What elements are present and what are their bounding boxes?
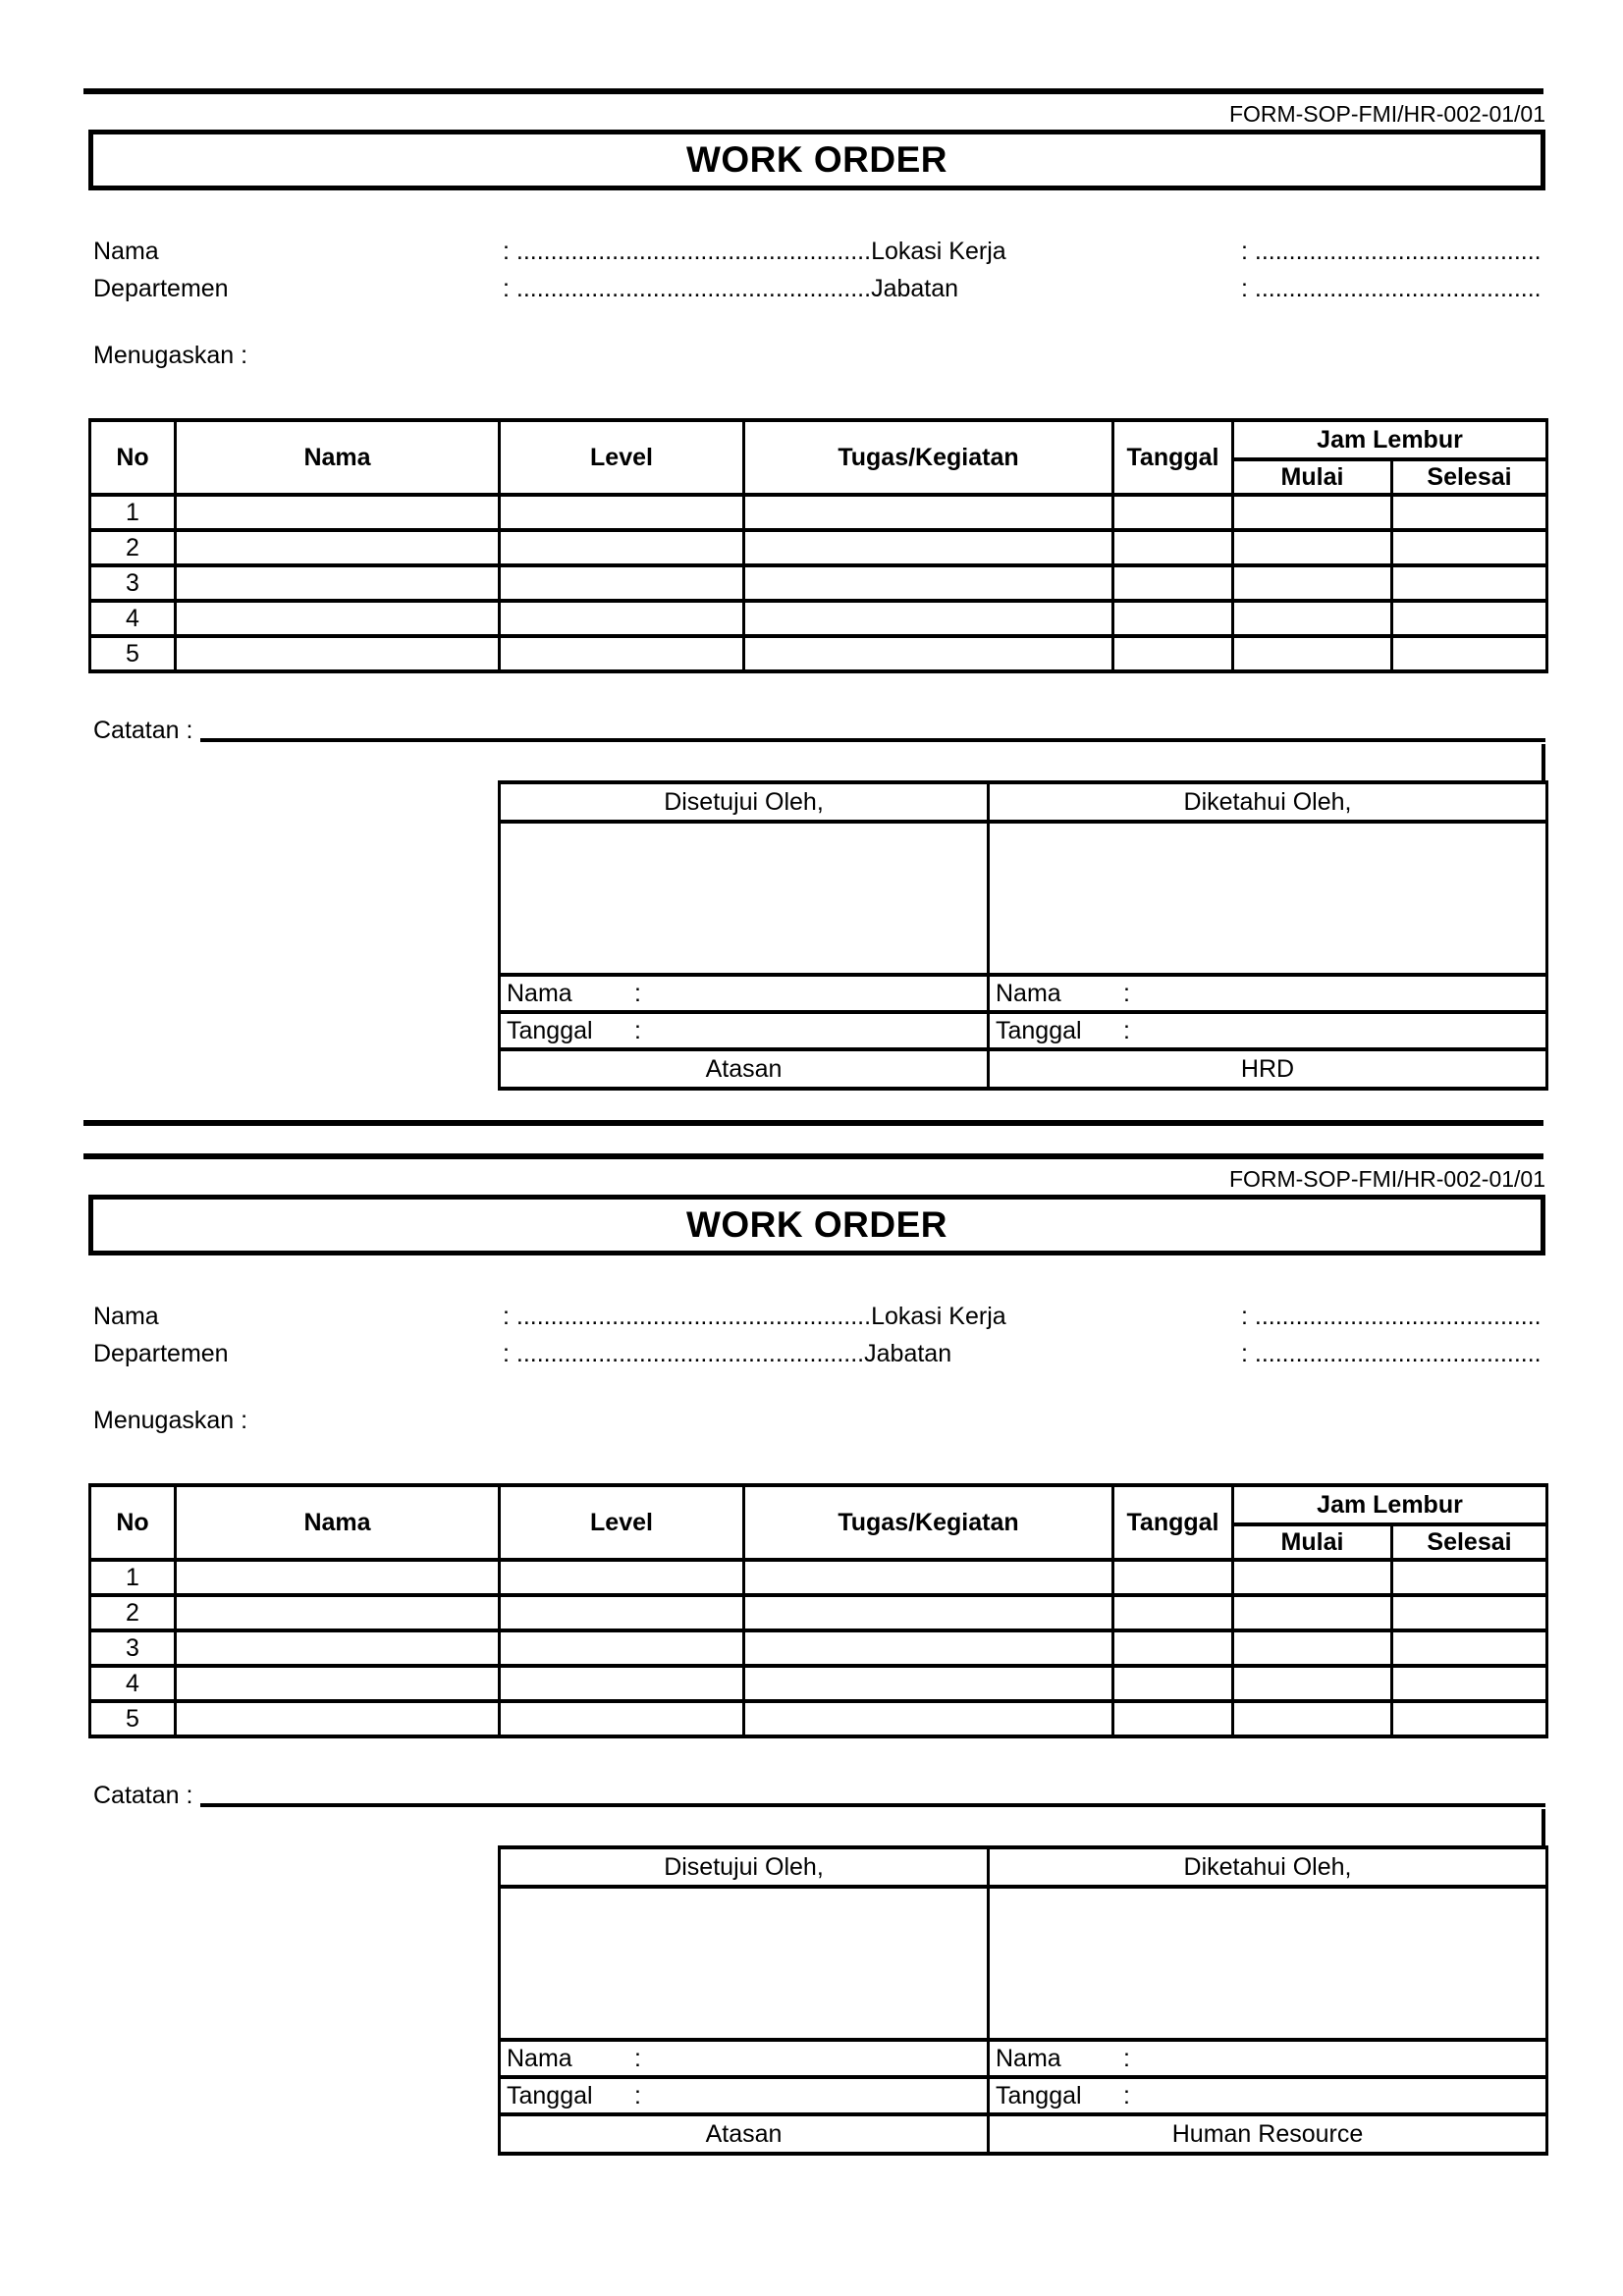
col-header-nama: Nama	[176, 1485, 500, 1560]
name-label: Nama	[507, 2044, 572, 2072]
lokasi-kerja-dotted-blank: : ..........................................	[1241, 238, 1542, 265]
col-header-mulai: Mulai	[1233, 459, 1392, 495]
table-row	[90, 636, 1547, 671]
signature-table-body	[500, 1847, 1547, 2154]
empty-cell	[1113, 1560, 1233, 1595]
departemen-blank-and-jabatan-label	[503, 275, 1241, 302]
assignment-table-header	[90, 420, 1547, 495]
signature-space-right	[989, 1887, 1547, 2040]
empty-cell	[500, 495, 744, 530]
signature-date-row	[500, 2077, 1547, 2114]
table-row	[90, 601, 1547, 636]
empty-cell	[1113, 530, 1233, 565]
row-number-cell: 1	[90, 495, 176, 530]
name-cell-left	[500, 975, 989, 1012]
empty-cell	[744, 601, 1113, 636]
tanggal-colon: :	[1123, 1016, 1130, 1044]
jabatan-label: Jabatan	[864, 1340, 952, 1367]
empty-cell	[500, 1666, 744, 1701]
signature-space-left	[500, 1887, 989, 2040]
date-cell-left	[500, 1012, 989, 1049]
menugaskan-label: Menugaskan :	[93, 1407, 248, 1434]
hrd-footer: HRD	[989, 1049, 1547, 1089]
field-row-nama	[93, 1303, 1545, 1330]
empty-cell	[1233, 1701, 1392, 1736]
field-row-departemen	[93, 275, 1545, 302]
empty-cell	[1392, 1701, 1547, 1736]
row-number-cell: 4	[90, 601, 176, 636]
col-header-tugas-kegiatan: Tugas/Kegiatan	[744, 420, 1113, 495]
row-number-cell: 2	[90, 530, 176, 565]
empty-cell	[744, 1630, 1113, 1666]
lokasi-kerja-label: Lokasi Kerja	[871, 238, 1006, 265]
col-header-mulai: Mulai	[1233, 1524, 1392, 1560]
atasan-footer: Atasan	[500, 2114, 989, 2154]
signature-name-row	[500, 2040, 1547, 2077]
empty-cell	[1392, 601, 1547, 636]
empty-cell	[1233, 601, 1392, 636]
atasan-footer: Atasan	[500, 1049, 989, 1089]
header-fields	[93, 238, 1545, 302]
empty-cell	[1392, 495, 1547, 530]
catatan-blank-line	[200, 1782, 1545, 1807]
col-header-selesai: Selesai	[1392, 1524, 1547, 1560]
empty-cell	[500, 636, 744, 671]
name-colon: :	[1123, 979, 1130, 1007]
empty-cell	[500, 530, 744, 565]
signature-space-row	[500, 822, 1547, 975]
name-colon: :	[634, 2044, 641, 2072]
empty-cell	[744, 495, 1113, 530]
tanggal-colon: :	[1123, 2081, 1130, 2109]
empty-cell	[1233, 1560, 1392, 1595]
departemen-dotted-blank: : ...................................................	[503, 1340, 865, 1367]
nama-blank-and-lokasi-kerja-label	[503, 1303, 1241, 1330]
nama-dotted-blank: : ....................................................	[503, 238, 872, 265]
empty-cell	[1113, 1630, 1233, 1666]
table-row	[90, 1595, 1547, 1630]
row-number-cell: 3	[90, 1630, 176, 1666]
empty-cell	[1392, 636, 1547, 671]
empty-cell	[1113, 636, 1233, 671]
signature-space-row	[500, 1887, 1547, 2040]
jabatan-dotted-blank: : ..........................................	[1241, 1340, 1542, 1367]
empty-cell	[1392, 1595, 1547, 1630]
empty-cell	[1392, 1560, 1547, 1595]
menugaskan-label: Menugaskan :	[93, 342, 248, 369]
tanggal-label: Tanggal	[996, 2081, 1082, 2109]
tanggal-colon: :	[634, 2081, 641, 2109]
table-row	[90, 1630, 1547, 1666]
signature-date-row	[500, 1012, 1547, 1049]
empty-cell	[744, 1560, 1113, 1595]
empty-cell	[1233, 1666, 1392, 1701]
date-cell-right	[989, 1012, 1547, 1049]
lokasi-kerja-label: Lokasi Kerja	[871, 1303, 1006, 1330]
empty-cell	[176, 636, 500, 671]
disetujui-oleh-header: Disetujui Oleh,	[500, 782, 989, 822]
empty-cell	[500, 1595, 744, 1630]
departemen-dotted-blank: : ....................................................	[503, 275, 872, 302]
empty-cell	[1233, 495, 1392, 530]
hrd-footer: Human Resource	[989, 2114, 1547, 2154]
catatan-label: Catatan :	[93, 1782, 193, 1809]
table-row	[90, 565, 1547, 601]
empty-cell	[1113, 1666, 1233, 1701]
date-cell-right	[989, 2077, 1547, 2114]
row-number-cell: 3	[90, 565, 176, 601]
col-header-jam-lembur: Jam Lembur	[1233, 420, 1547, 459]
nama-label: Nama	[93, 1303, 159, 1330]
departemen-blank-and-jabatan-label	[503, 1340, 1241, 1367]
catatan-row	[93, 717, 1545, 744]
row-number-cell: 5	[90, 1701, 176, 1736]
empty-cell	[1392, 565, 1547, 601]
catatan-row	[93, 1782, 1545, 1809]
signature-footer-row	[500, 2114, 1547, 2154]
empty-cell	[744, 565, 1113, 601]
empty-cell	[1233, 636, 1392, 671]
row-number-cell: 1	[90, 1560, 176, 1595]
empty-cell	[176, 530, 500, 565]
empty-cell	[744, 636, 1113, 671]
empty-cell	[744, 1701, 1113, 1736]
empty-cell	[176, 565, 500, 601]
empty-cell	[1233, 1595, 1392, 1630]
departemen-label: Departemen	[93, 275, 229, 302]
jabatan-dotted-blank: : ..........................................	[1241, 275, 1542, 302]
empty-cell	[500, 1701, 744, 1736]
assignment-table-body	[90, 1560, 1547, 1736]
tanggal-label: Tanggal	[507, 2081, 593, 2109]
row-number-cell: 5	[90, 636, 176, 671]
empty-cell	[1113, 601, 1233, 636]
col-header-level: Level	[500, 420, 744, 495]
table-row	[90, 530, 1547, 565]
jabatan-label: Jabatan	[871, 275, 959, 302]
diketahui-oleh-header: Diketahui Oleh,	[989, 782, 1547, 822]
document-code: FORM-SOP-FMI/HR-002-01/01	[1228, 101, 1545, 127]
tanggal-colon: :	[634, 1016, 641, 1044]
empty-cell	[500, 1630, 744, 1666]
tanggal-label: Tanggal	[507, 1016, 593, 1044]
empty-cell	[1392, 1666, 1547, 1701]
bottom-rule	[83, 1120, 1543, 1126]
table-row	[90, 1560, 1547, 1595]
empty-cell	[1233, 1630, 1392, 1666]
empty-cell	[176, 1595, 500, 1630]
col-header-tanggal: Tanggal	[1113, 1485, 1233, 1560]
signature-space-right	[989, 822, 1547, 975]
header-row-1	[90, 420, 1547, 459]
catatan-area	[88, 744, 1545, 780]
name-colon: :	[1123, 2044, 1130, 2072]
signature-space-left	[500, 822, 989, 975]
catatan-label: Catatan :	[93, 717, 193, 744]
assignment-table	[88, 1483, 1548, 1738]
col-header-jam-lembur: Jam Lembur	[1233, 1485, 1547, 1524]
empty-cell	[1113, 565, 1233, 601]
signature-header-row	[500, 782, 1547, 822]
header-fields	[93, 1303, 1545, 1367]
name-label: Nama	[996, 979, 1061, 1007]
document-code: FORM-SOP-FMI/HR-002-01/01	[1228, 1166, 1545, 1192]
empty-cell	[176, 495, 500, 530]
work-order-form	[0, 1153, 1623, 2156]
work-order-form	[0, 88, 1623, 1126]
title-box	[88, 1195, 1545, 1255]
nama-dotted-blank: : ....................................................	[503, 1303, 872, 1330]
empty-cell	[176, 1701, 500, 1736]
empty-cell	[1113, 495, 1233, 530]
empty-cell	[1233, 565, 1392, 601]
nama-label: Nama	[93, 238, 159, 265]
empty-cell	[1113, 1701, 1233, 1736]
empty-cell	[744, 1666, 1113, 1701]
empty-cell	[1233, 530, 1392, 565]
empty-cell	[176, 1630, 500, 1666]
table-row	[90, 1666, 1547, 1701]
empty-cell	[1392, 530, 1547, 565]
form-title: WORK ORDER	[685, 1204, 948, 1245]
table-row	[90, 1701, 1547, 1736]
signature-table-body	[500, 782, 1547, 1089]
signature-name-row	[500, 975, 1547, 1012]
col-header-tanggal: Tanggal	[1113, 420, 1233, 495]
row-number-cell: 2	[90, 1595, 176, 1630]
tanggal-label: Tanggal	[996, 1016, 1082, 1044]
signature-table	[498, 780, 1548, 1091]
empty-cell	[1113, 1595, 1233, 1630]
empty-cell	[176, 1560, 500, 1595]
header-row-1	[90, 1485, 1547, 1524]
catatan-area	[88, 1809, 1545, 1845]
nama-blank-and-lokasi-kerja-label	[503, 238, 1241, 265]
name-label: Nama	[507, 979, 572, 1007]
col-header-tugas-kegiatan: Tugas/Kegiatan	[744, 1485, 1113, 1560]
name-cell-left	[500, 2040, 989, 2077]
name-colon: :	[634, 979, 641, 1007]
signature-table	[498, 1845, 1548, 2156]
empty-cell	[500, 1560, 744, 1595]
departemen-label: Departemen	[93, 1340, 229, 1367]
table-row	[90, 495, 1547, 530]
field-row-nama	[93, 238, 1545, 265]
top-rule	[83, 88, 1543, 94]
empty-cell	[744, 1595, 1113, 1630]
col-header-selesai: Selesai	[1392, 459, 1547, 495]
date-cell-left	[500, 2077, 989, 2114]
assignment-table-body	[90, 495, 1547, 671]
signature-header-row	[500, 1847, 1547, 1887]
disetujui-oleh-header: Disetujui Oleh,	[500, 1847, 989, 1887]
top-rule	[83, 1153, 1543, 1159]
assignment-table-header	[90, 1485, 1547, 1560]
diketahui-oleh-header: Diketahui Oleh,	[989, 1847, 1547, 1887]
assignment-table	[88, 418, 1548, 673]
empty-cell	[176, 1666, 500, 1701]
empty-cell	[176, 601, 500, 636]
name-cell-right	[989, 975, 1547, 1012]
empty-cell	[500, 601, 744, 636]
field-row-departemen	[93, 1340, 1545, 1367]
empty-cell	[1392, 1630, 1547, 1666]
col-header-level: Level	[500, 1485, 744, 1560]
title-box	[88, 130, 1545, 190]
lokasi-kerja-dotted-blank: : ..........................................	[1241, 1303, 1542, 1330]
col-header-no: No	[90, 420, 176, 495]
empty-cell	[744, 530, 1113, 565]
empty-cell	[500, 565, 744, 601]
name-cell-right	[989, 2040, 1547, 2077]
col-header-no: No	[90, 1485, 176, 1560]
name-label: Nama	[996, 2044, 1061, 2072]
catatan-blank-line	[200, 717, 1545, 742]
signature-footer-row	[500, 1049, 1547, 1089]
col-header-nama: Nama	[176, 420, 500, 495]
form-title: WORK ORDER	[685, 139, 948, 180]
row-number-cell: 4	[90, 1666, 176, 1701]
